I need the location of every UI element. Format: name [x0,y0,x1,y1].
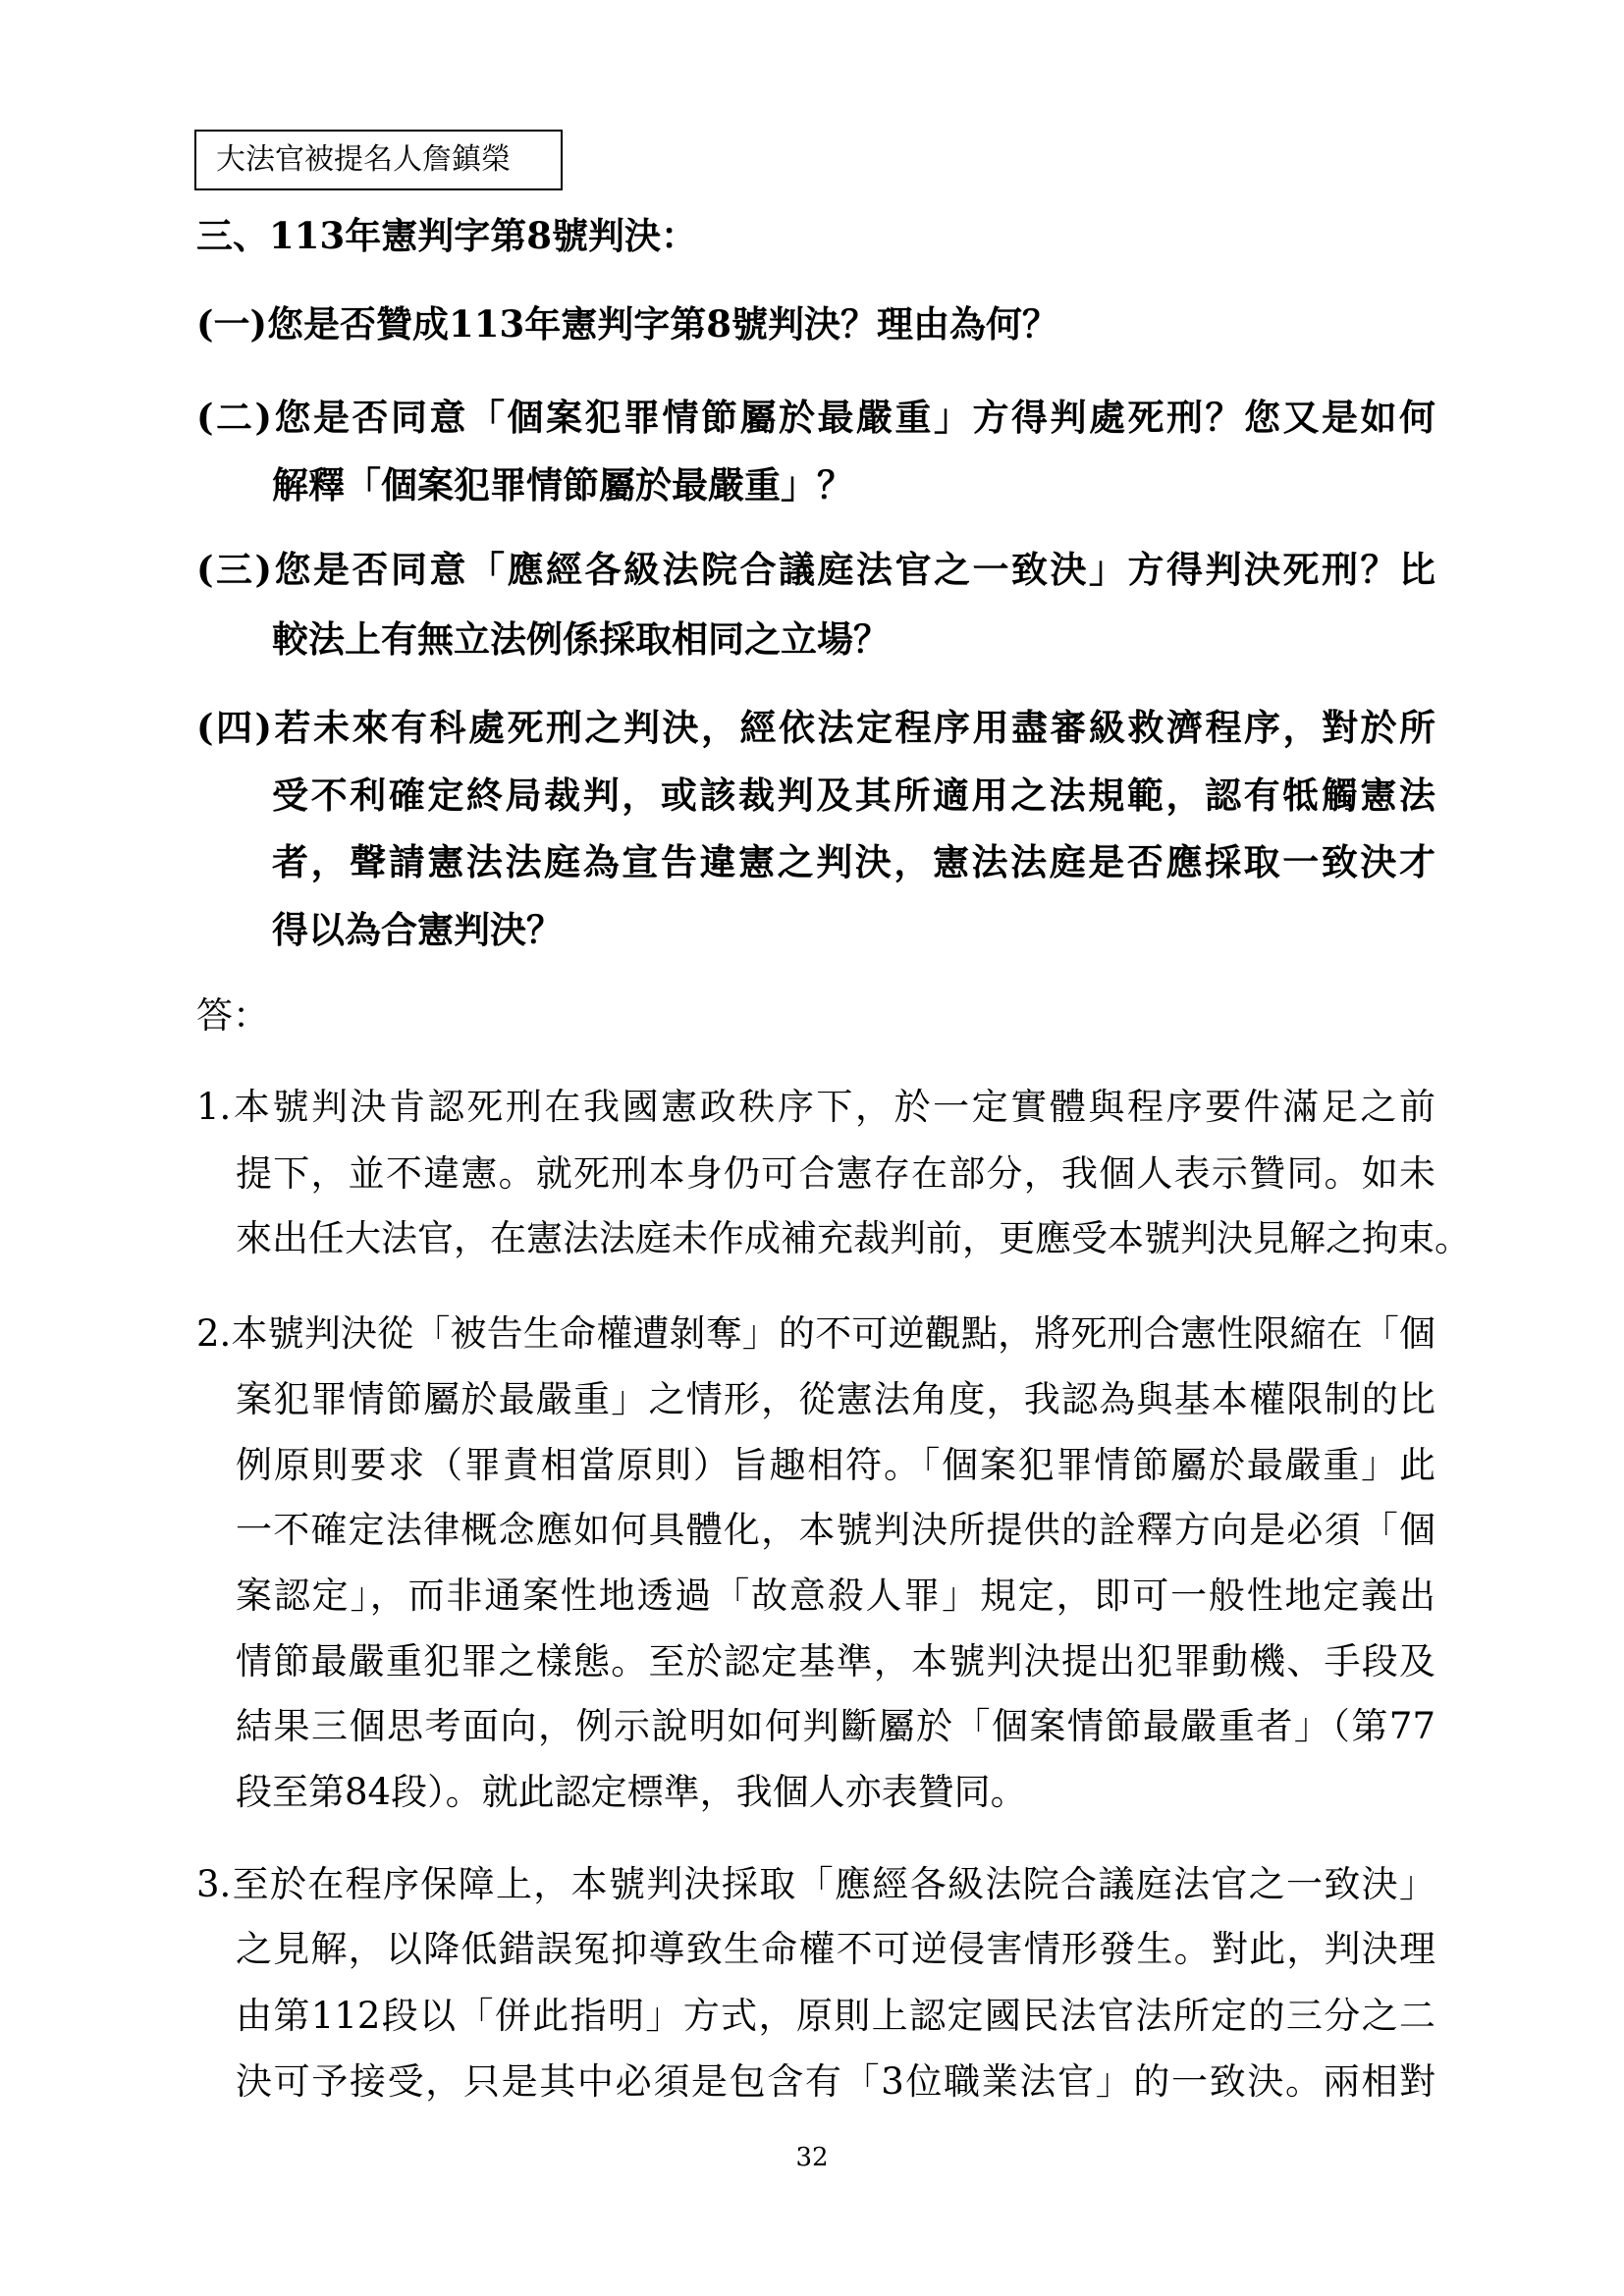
answer-line: 情節最嚴重犯罪之樣態。至於認定基準，本號判決提出犯罪動機、手段及 [236,1640,1435,1682]
answer-label: 答： [196,994,269,1037]
answer-line: 提下，並不違憲。就死刑本身仍可合憲存在部分，我個人表示贊同。如未 [236,1152,1435,1195]
answer-line: 來出任大法官，在憲法法庭未作成補充裁判前，更應受本號判決見解之拘束。 [236,1217,1471,1259]
answer-line: 案犯罪情節屬於最嚴重」之情形，從憲法角度，我認為與基本權限制的比 [236,1378,1435,1420]
answer-line: 之見解，以降低錯誤冤抑導致生命權不可逆侵害情形發生。對此，判決理 [236,1928,1435,1970]
question-line: 受不利確定終局裁判，或該裁判及其所適用之法規範，認有牴觸憲法 [272,774,1435,817]
question-line: 解釋「個案犯罪情節屬於最嚴重」？ [272,463,853,507]
answer-line: 3.至於在程序保障上，本號判決採取「應經各級法院合議庭法官之一致決」 [196,1863,1435,1905]
nominee-label-box: 大法官被提名人詹鎮榮 [194,130,563,190]
answer-line: 2.本號判決從「被告生命權遭剝奪」的不可逆觀點，將死刑合憲性限縮在「個 [196,1312,1435,1355]
question-line: (二)您是否同意「個案犯罪情節屬於最嚴重」方得判處死刑？您又是如何 [196,396,1435,439]
answer-line: 段至第84段）。就此認定標準，我個人亦表贊同。 [236,1771,1027,1813]
answer-line: 案認定」，而非通案性地透過「故意殺人罪」規定，即可一般性地定義出 [236,1575,1435,1617]
question-line: 較法上有無立法例係採取相同之立場？ [272,617,890,661]
question-line: 得以為合憲判決？ [272,908,563,951]
answer-line: 1.本號判決肯認死刑在我國憲政秩序下，於一定實體與程序要件滿足之前 [196,1086,1435,1128]
answer-line: 結果三個思考面向，例示說明如何判斷屬於「個案情節最嚴重者」（第77 [236,1705,1435,1747]
question-line: (四)若未來有科處死刑之判決，經依法定程序用盡審級救濟程序，對於所 [196,706,1435,749]
question-line: (三)您是否同意「應經各級法院合議庭法官之一致決」方得判決死刑？比 [196,548,1435,591]
answer-line: 一不確定法律概念應如何具體化，本號判決所提供的詮釋方向是必須「個 [236,1509,1435,1551]
question-line: (一)您是否贊成113年憲判字第8號判決？理由為何？ [196,302,1058,346]
page-number: 32 [795,2143,829,2172]
answer-line: 決可予接受，只是其中必須是包含有「3位職業法官」的一致決。兩相對 [236,2060,1435,2103]
answer-line: 由第112段以「併此指明」方式，原則上認定國民法官法所定的三分之二 [236,1995,1435,2037]
answer-line: 例原則要求（罪責相當原則）旨趣相符。「個案犯罪情節屬於最嚴重」此 [236,1444,1435,1486]
section-title: 三、113年憲判字第8號判決： [196,214,697,257]
question-line: 者，聲請憲法法庭為宣告違憲之判決，憲法法庭是否應採取一致決才 [272,840,1435,883]
